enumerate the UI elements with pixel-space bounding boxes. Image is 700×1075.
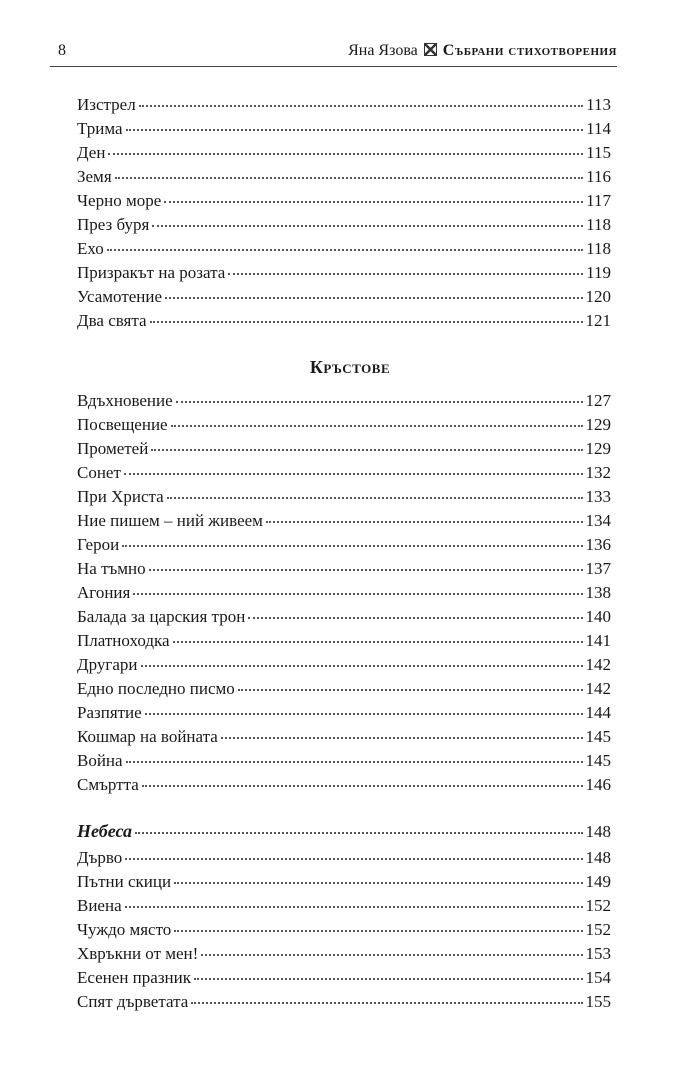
toc-entry-title: Посвещение — [77, 415, 168, 434]
toc-entry-page: 132 — [585, 463, 611, 482]
dot-leader — [173, 640, 583, 643]
toc-entry-page: 142 — [585, 679, 611, 698]
toc-entry-page: 145 — [585, 751, 611, 770]
toc-entry[interactable] — [77, 93, 611, 117]
toc-entry[interactable] — [77, 942, 611, 966]
toc-entry-page: 127 — [585, 391, 611, 410]
dot-leader — [135, 831, 582, 834]
dot-leader — [133, 592, 582, 595]
toc-entry[interactable] — [77, 629, 611, 653]
dot-leader — [151, 448, 582, 451]
toc-entry-title: Война — [77, 751, 123, 770]
toc-entry-title: Смъртта — [77, 775, 139, 794]
toc-entry[interactable] — [77, 261, 611, 285]
toc-entry[interactable] — [77, 749, 611, 773]
toc-entry-title: Едно последно писмо — [77, 679, 235, 698]
toc-entry-title: Разпятие — [77, 703, 142, 722]
toc-entry-page: 154 — [585, 968, 611, 987]
toc-entry[interactable] — [77, 677, 611, 701]
toc-entry-page: 146 — [585, 775, 611, 794]
dot-leader — [201, 953, 582, 956]
dot-leader — [194, 977, 583, 980]
dot-leader — [221, 736, 583, 739]
dot-leader — [191, 1001, 582, 1004]
toc-entry-page: 142 — [585, 655, 611, 674]
toc-entry[interactable] — [77, 605, 611, 629]
toc-entry[interactable] — [77, 701, 611, 725]
toc-entry-title: Ден — [77, 143, 106, 162]
toc-entry[interactable] — [77, 213, 611, 237]
toc-entry-page: 140 — [585, 607, 611, 626]
dot-leader — [126, 128, 584, 131]
toc-entry-page: 118 — [586, 215, 611, 234]
toc-entry-title: При Христа — [77, 487, 164, 506]
toc-entry-page: 148 — [585, 848, 611, 867]
toc-entry-page: 136 — [585, 535, 611, 554]
toc-entry[interactable] — [77, 437, 611, 461]
toc-entry-title: Трима — [77, 119, 123, 138]
toc-entry-page: 120 — [585, 287, 611, 306]
toc-entry-page: 133 — [585, 487, 611, 506]
toc-entry[interactable] — [77, 237, 611, 261]
toc-entry[interactable] — [77, 653, 611, 677]
toc-entry-title: Призракът на розата — [77, 263, 226, 282]
toc-entry-page: 149 — [585, 872, 611, 891]
dot-leader — [238, 688, 583, 691]
dot-leader — [126, 760, 583, 763]
toc-entry-title: Два свята — [77, 311, 147, 330]
toc-entry-page: 155 — [585, 992, 611, 1011]
toc-entry-title: През буря — [77, 215, 150, 234]
toc-entry-page: 138 — [585, 583, 611, 602]
dot-leader — [141, 664, 583, 667]
toc-entry-title: Вдъхновение — [77, 391, 173, 410]
toc-entry[interactable] — [77, 894, 611, 918]
toc-entry-page: 121 — [585, 311, 611, 330]
toc-entry-title: Ние пишем – ний живеем — [77, 511, 263, 530]
dot-leader — [142, 784, 583, 787]
dot-leader — [266, 520, 583, 523]
toc-entry-title: Балада за царския трон — [77, 607, 246, 626]
toc-entry[interactable] — [77, 870, 611, 894]
page-number: 8 — [58, 42, 66, 59]
toc-entry-page: 114 — [586, 119, 611, 138]
dot-leader — [164, 200, 583, 203]
dot-leader — [125, 905, 583, 908]
toc-entry-page: 116 — [586, 167, 611, 186]
toc-entry-title: Изстрел — [77, 95, 136, 114]
toc-entry-page: 144 — [585, 703, 611, 722]
toc-part-page: 148 — [585, 822, 611, 841]
dot-leader — [139, 104, 583, 107]
toc-entry-page: 129 — [585, 415, 611, 434]
toc-entry-title: Прометей — [77, 439, 149, 458]
toc-entry-page: 129 — [585, 439, 611, 458]
toc-entry-title: Чуждо място — [77, 920, 172, 939]
dot-leader — [149, 568, 583, 571]
toc-entry-page: 118 — [586, 239, 611, 258]
dot-leader — [228, 272, 583, 275]
toc-entry[interactable] — [77, 533, 611, 557]
running-header — [50, 38, 617, 67]
dot-leader — [152, 224, 583, 227]
toc-entry-page: 141 — [585, 631, 611, 650]
toc-entry-title: Усамотение — [77, 287, 163, 306]
toc-part-entry[interactable] — [77, 819, 611, 843]
dot-leader — [107, 248, 583, 251]
toc-entry[interactable] — [77, 461, 611, 485]
toc-entry-title: Хвръкни от мен! — [77, 944, 199, 963]
toc-part-title: Небеса — [77, 821, 133, 841]
dot-leader — [248, 616, 582, 619]
toc-entry-title: Есенен празник — [77, 968, 191, 987]
toc-entry[interactable] — [77, 509, 611, 533]
toc-entry-title: Земя — [77, 167, 112, 186]
toc-entry[interactable] — [77, 117, 611, 141]
toc-entry-page: 117 — [586, 191, 611, 210]
toc-entry[interactable] — [77, 918, 611, 942]
toc-entry-title: Спят дърветата — [77, 992, 189, 1011]
dot-leader — [125, 857, 582, 860]
toc-entry[interactable] — [77, 846, 611, 870]
toc-entry-page: 115 — [586, 143, 611, 162]
toc-entry-title: На тъмно — [77, 559, 146, 578]
toc-entry-title: Сонет — [77, 463, 121, 482]
toc-entry-title: Платноходка — [77, 631, 170, 650]
toc-entry[interactable] — [77, 413, 611, 437]
section-heading: Кръстове — [309, 357, 391, 377]
toc-entry-title: Другари — [77, 655, 138, 674]
toc-entry[interactable] — [77, 557, 611, 581]
toc-entry[interactable] — [77, 285, 611, 309]
toc-entry[interactable] — [77, 773, 611, 797]
dot-leader — [150, 320, 583, 323]
toc-entry[interactable] — [77, 990, 611, 1014]
toc-entry-page: 134 — [585, 511, 611, 530]
dot-leader — [174, 881, 582, 884]
toc-entry-title: Черно море — [77, 191, 162, 210]
toc-entry[interactable] — [77, 485, 611, 509]
toc-entry-page: 137 — [585, 559, 611, 578]
dot-leader — [176, 400, 583, 403]
book-title: Събрани стихотворения — [442, 42, 617, 59]
dot-leader — [108, 152, 583, 155]
dot-leader — [115, 176, 583, 179]
dot-leader — [122, 544, 582, 547]
toc-entry[interactable] — [77, 309, 611, 333]
toc-entry[interactable] — [77, 165, 611, 189]
toc-entry[interactable] — [77, 966, 611, 990]
toc-entry-title: Пътни скици — [77, 872, 172, 891]
toc-entry[interactable] — [77, 725, 611, 749]
toc-entry-page: 119 — [586, 263, 611, 282]
dot-leader — [165, 296, 582, 299]
toc-entry-page: 152 — [585, 896, 611, 915]
dot-leader — [174, 929, 582, 932]
dot-leader — [167, 496, 583, 499]
toc-entry[interactable] — [77, 189, 611, 213]
toc-entry-page: 152 — [585, 920, 611, 939]
square-ornament-icon — [424, 43, 437, 56]
toc-entry-title: Агония — [77, 583, 131, 602]
toc-entry[interactable] — [77, 389, 611, 413]
toc-entry-page: 153 — [585, 944, 611, 963]
dot-leader — [124, 472, 583, 475]
toc-entry-title: Дърво — [77, 848, 123, 867]
toc-entry-title: Ехо — [77, 239, 104, 258]
toc-entry-page: 145 — [585, 727, 611, 746]
toc-entry-title: Герои — [77, 535, 120, 554]
toc-entry[interactable] — [77, 581, 611, 605]
toc-entry[interactable] — [77, 141, 611, 165]
author-name: Яна Язова — [348, 42, 418, 59]
toc-entry-title: Кошмар на войната — [77, 727, 218, 746]
toc-entry-title: Виена — [77, 896, 122, 915]
dot-leader — [171, 424, 583, 427]
dot-leader — [145, 712, 583, 715]
running-title — [348, 42, 617, 60]
toc-entry-page: 113 — [586, 95, 611, 114]
